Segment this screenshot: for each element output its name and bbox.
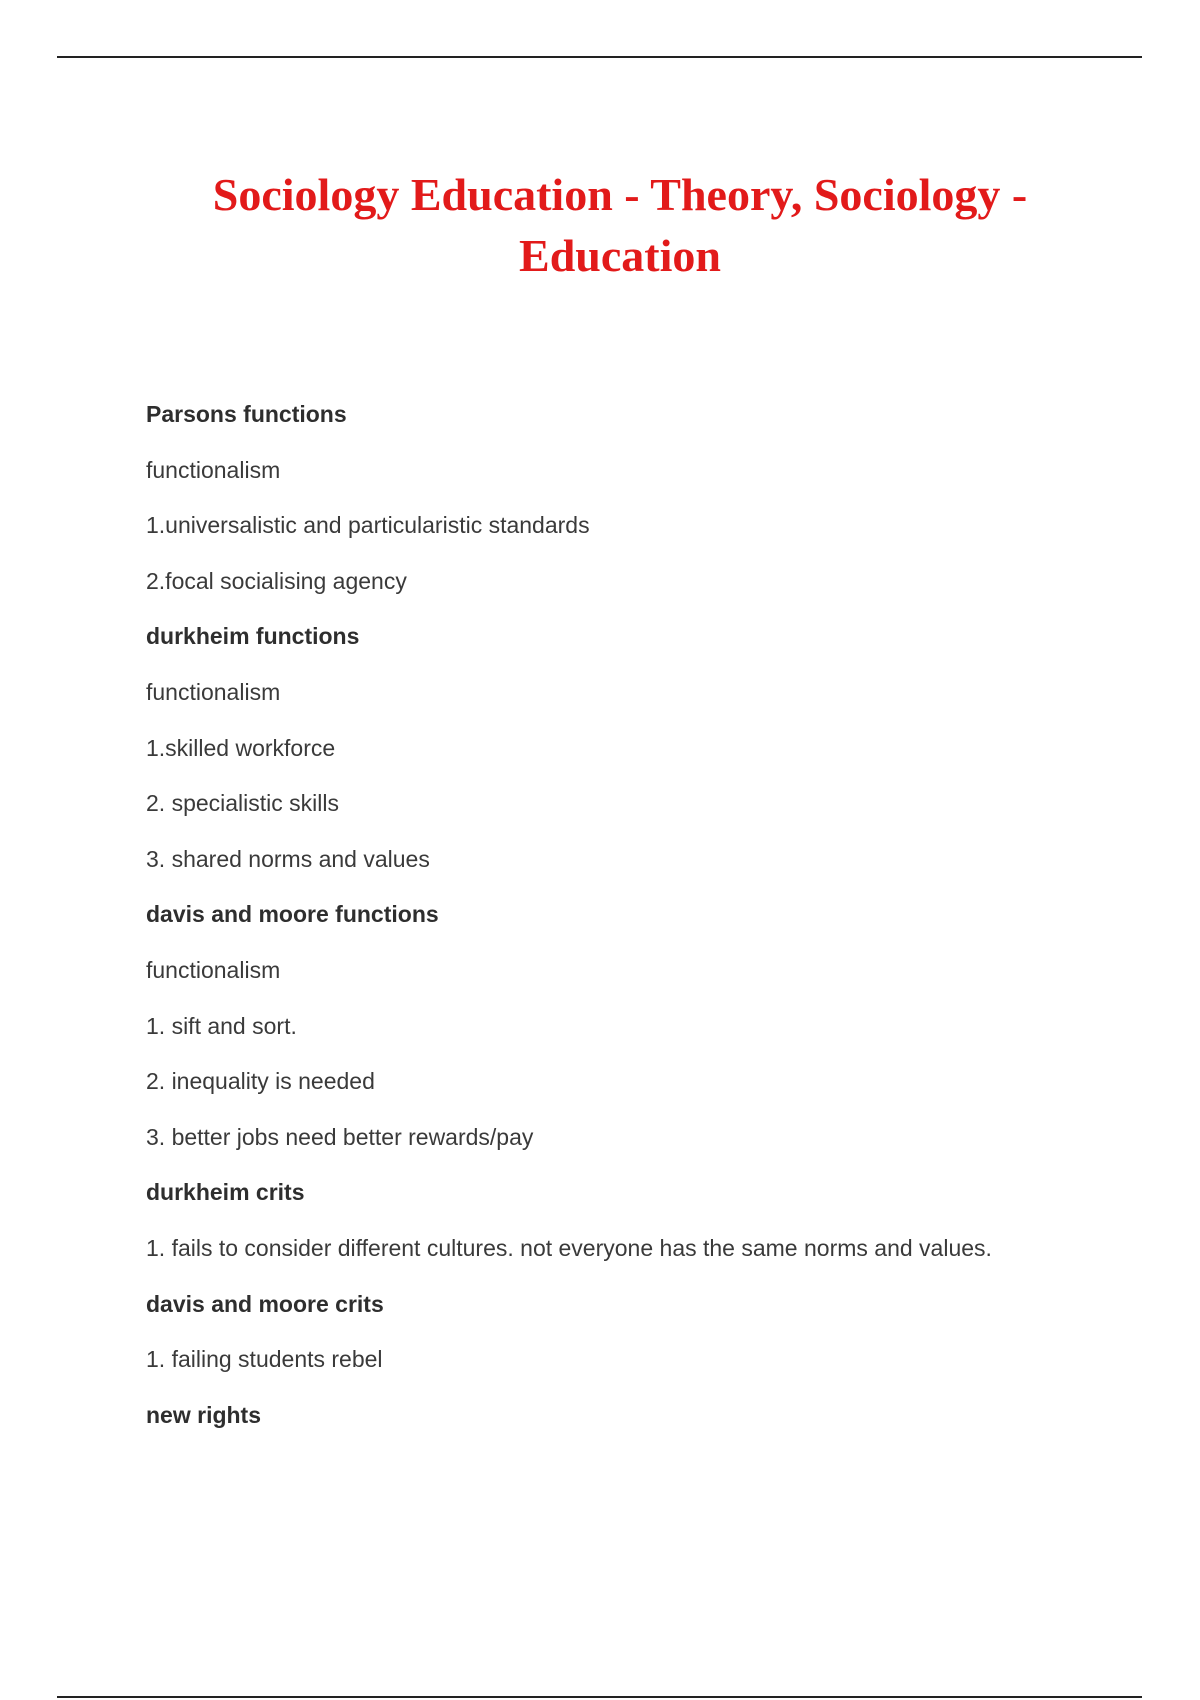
term-durkheim-crits: durkheim crits xyxy=(146,1179,305,1206)
definition-line: functionalism xyxy=(146,456,281,483)
term-new-rights: new rights xyxy=(146,1401,262,1428)
term-davis-and-moore-crits: davis and moore crits xyxy=(146,1290,384,1317)
definition-line: 2.focal socialising agency xyxy=(146,567,407,594)
term-durkheim-functions: durkheim functions xyxy=(146,623,360,650)
definition-line: 2. specialistic skills xyxy=(146,790,339,817)
definition-line: 3. shared norms and values xyxy=(146,845,430,872)
footer-rule xyxy=(57,1696,1142,1698)
definition-line: 1.universalistic and particularistic standards xyxy=(146,512,590,539)
definition-line: functionalism xyxy=(146,678,281,705)
document-title: Sociology Education - Theory, Sociology - Education xyxy=(212,169,1028,281)
definition-line: 2. inequality is needed xyxy=(146,1068,375,1095)
definition-line: 3. better jobs need better rewards/pay xyxy=(146,1123,534,1150)
definition-line: 1. sift and sort. xyxy=(146,1012,297,1039)
definition-line: 1. failing students rebel xyxy=(146,1346,383,1373)
definition-line: 1.skilled workforce xyxy=(146,734,336,761)
term-parsons-functions: Parsons functions xyxy=(146,401,347,427)
flashcard-list xyxy=(146,394,1126,1450)
header-rule xyxy=(57,56,1142,58)
term-davis-and-moore-functions: davis and moore functions xyxy=(146,901,439,928)
definition-line: functionalism xyxy=(146,956,281,983)
definition-line: 1. fails to consider different cultures. not everyone has the same norms and values. xyxy=(146,1234,992,1261)
